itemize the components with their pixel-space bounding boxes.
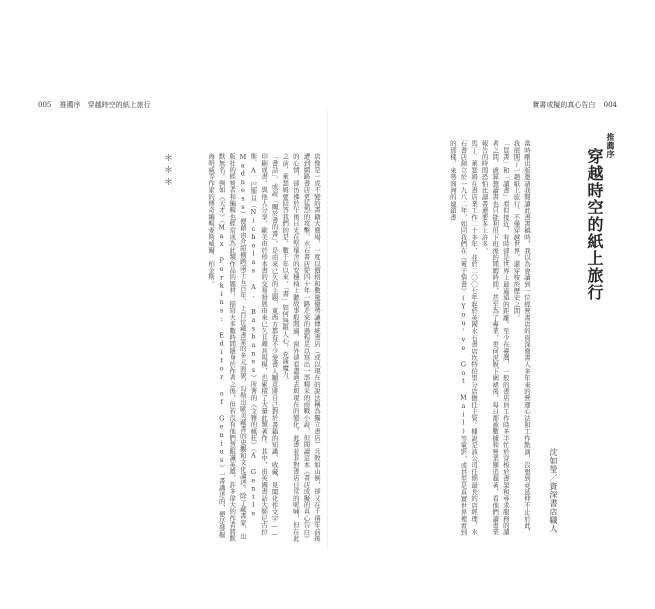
section-divider: ＊＊＊ [162,153,172,189]
right-running-title: 寶書或擬的真心告白 [532,101,596,109]
left-page-body: 店像是一成不變的書籍大賣場，一度以價格和數量優勢讓傳統書店（或以現在的說法稱為獨立書店）兵敗如山倒，卻又在千禧年前後遭到網路書店更猛烈的攻擊。水石書店從四十年一路走來的過程足以寫出一部精采的商戰小說，但閱讀這本《書店或擬的真心告白》的心情，卻彷彿於午後日光在堅壤舍的安穩椅上聽故事般閒適，窗外卻看盡過去與現在的變化。此書並非對書店日常的呢喃，但在此之前，萊瑟姆要回答我們的是，數千年以來，「書」如何無限人心，充滿魔力。 「書話」、或說「關於書的書」，是由來已久的主題，東西方都有不少愛書人願意將自己對於書籍的知識、收藏、見聞化作文字——印刷成書，與他人分享。歐美由於珍本書的交易發展由來已久且頗具規模，也累積了大量此類著作。其中，由英國書話大師尼古拉斯．A．巴斯貝（Nicholas A. Basbanes）所著的《文雅的瘋狂》（A Gentle Madness）便藉由介紹橫跨兩千五百年、上百位藏書家的多元面貌，勾勒出歐美藏書的史觀和文化論述。除了藏書家，出版社的經營者和編輯也經常成為此類作品的題材，描寫大多數時間隱身於作者之後，但若沒有他們慧眼識英雄，許多偉大的作者將默默無名。例如《天才》（Max Perkins: Editor of Genius）一書講述的，便是發掘海明威等作家的傳奇編輯麥斯威爾．柏金斯。 [207,153,321,542]
section-label: 推薦序 [606,133,616,159]
left-page-header [32,101,151,109]
author-byline: 沈如瑩／資深書店職人 [549,448,558,533]
right-page-body: 當時剛出版邀請我閱讀此書書稿時，我以為會讀到一位經營書店的資深賣書人多年來的營運心法和工作點滴，沒想到竟延伸不止於此，我展開了一趟紙上旅行，不僅穿越世界，還穿梭於歷史之間。 「買書」和「讀書」看似接近，有時卻是世界上最遙遠的距離。至少在臺灣，一般的書店員工作時多半忙於穿梭於書架和尋求服務的讀者之間，就算想讀書也只能利用下班後的閒暇時間，甚至為了專業，更何況脫下圍裙後，每日都被數據和營業額追趕著，看他們讀書業報告的時間恐怕比讀書還要多上許多。 馬丁．萊瑟姆在書店業工作二十多年，並於二〇〇七年起於英國水石書店坎特伯里分店擔任主管。據說是該公司任期最長的店經理，水石書店創立於一九八二年，如同我們在《電子情書》(You've Got Mail)等電影，或甚至是真實世界裡看到的那樣，來勢洶洶的連鎖書 [448,140,531,536]
chapter-title: 穿越時空的紙上旅行 [585,148,604,301]
right-page-number: 004 [603,101,617,109]
left-running-title: 推薦序 穿越時空的紙上旅行 [59,101,151,109]
right-page-header [532,101,623,109]
left-page-number: 005 [38,101,52,109]
